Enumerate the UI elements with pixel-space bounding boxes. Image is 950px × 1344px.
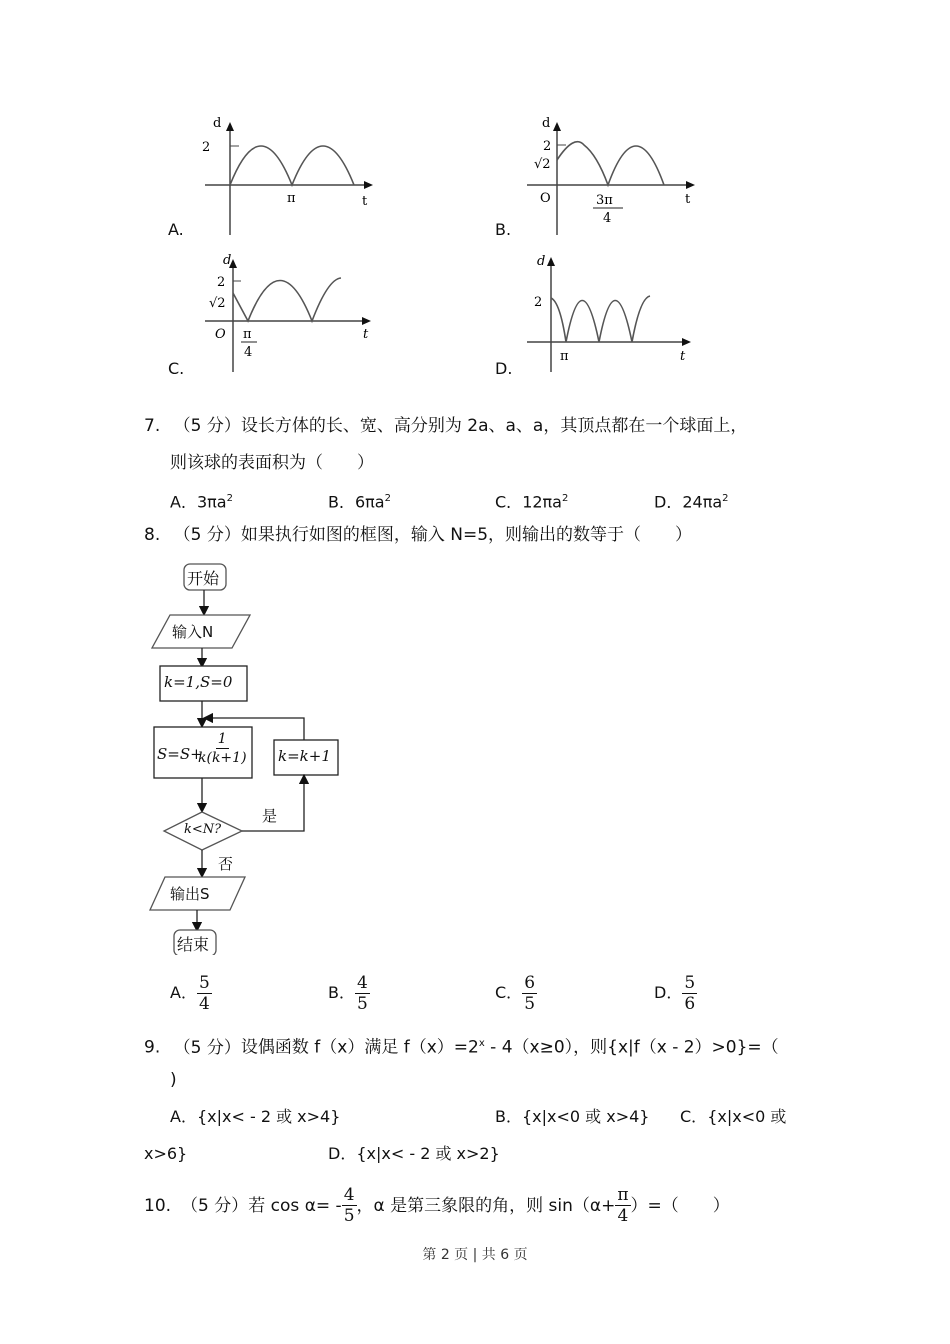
svg-text:t: t (685, 192, 691, 207)
question-number: 8. (144, 525, 161, 545)
q8-option-a[interactable]: A． $\frac{5}{4}$ (170, 973, 210, 1014)
graph-d-label: D. (495, 359, 513, 378)
svg-text:2: 2 (217, 275, 226, 290)
svg-text:2: 2 (534, 295, 543, 310)
flowchart-output: 输出S (170, 885, 210, 903)
question-7-line2: 则该球的表面积为（ ） (170, 453, 374, 473)
flowchart-update-fraction: $\frac{1}{k(k+1)}$ (198, 731, 247, 766)
page-footer: 第 2 页 | 共 6 页 (422, 1247, 528, 1263)
svg-text:√2: √2 (209, 296, 226, 311)
question-score: （5 分） (173, 416, 241, 436)
flowchart-start: 开始 (187, 569, 220, 588)
question-8 (144, 523, 692, 547)
svg-text:O: O (540, 191, 551, 206)
question-text: 设长方体的长、宽、高分别为 2a、a、a，其顶点都在一个球面上， (240, 416, 748, 436)
svg-text:O: O (215, 327, 226, 342)
question-10: 10. （5 分） 若 cos α= - $\frac{4}{5}$ ，α 是第三象限的角，则 sin（α+ $\frac{\pi}{4}$ ）=（ ） (144, 1185, 730, 1226)
svg-text:d: d (213, 116, 222, 131)
fraction-pi-4: $\frac{\pi}{4}$ (617, 1185, 629, 1226)
flowchart-yes-label: 是 (262, 807, 278, 825)
flowchart-end: 结束 (177, 935, 210, 954)
graph-option-a (165, 110, 385, 240)
flowchart-input: 输入N (172, 623, 214, 641)
svg-text:π: π (287, 191, 296, 206)
question-score: （5 分） (173, 1037, 241, 1058)
q9-option-d[interactable]: D．{x|x< - 2 或 x>2} (328, 1144, 500, 1163)
flowchart-no-label: 否 (218, 855, 234, 873)
q8-option-c[interactable]: C． $\frac{6}{5}$ (495, 973, 536, 1014)
q9-option-b[interactable]: B．{x|x<0 或 x>4} (495, 1107, 650, 1126)
svg-text:√2: √2 (534, 157, 551, 172)
question-text: 如果执行如图的框图，输入 N=5，则输出的数等于（ ） (240, 525, 693, 545)
question-number: 9. (144, 1037, 161, 1058)
svg-text:4: 4 (244, 345, 253, 360)
svg-text:d: d (223, 253, 232, 268)
question-score: （5 分） (173, 525, 241, 545)
flowchart (140, 555, 360, 955)
svg-text:2: 2 (543, 139, 552, 154)
q9-option-c[interactable]: C．{x|x<0 或 (680, 1107, 787, 1126)
q9-option-a[interactable]: A．{x|x< - 2 或 x>4} (170, 1107, 341, 1126)
graph-option-d (492, 250, 712, 380)
question-score: （5 分） (181, 1195, 249, 1216)
svg-text:d: d (537, 254, 546, 269)
svg-text:π: π (243, 327, 252, 342)
question-number: 7. (144, 416, 161, 436)
q8-option-d[interactable]: D． $\frac{5}{6}$ (654, 973, 696, 1014)
q7-option-c[interactable]: C．$12\pi a^2$ (495, 492, 569, 512)
fraction-4-5: $\frac{4}{5}$ (343, 1185, 355, 1226)
graph-b-label: B. (495, 220, 512, 239)
sine-graph-a (165, 110, 385, 240)
svg-text:2: 2 (202, 140, 211, 155)
flowchart-condition: k<N? (184, 822, 222, 837)
graph-option-b (492, 110, 712, 240)
q7-option-b[interactable]: B．$6\pi a^2$ (328, 492, 391, 512)
svg-text:t: t (680, 349, 686, 364)
question-7 (144, 414, 747, 438)
svg-text:t: t (363, 327, 369, 342)
question-number: 10. (144, 1195, 172, 1216)
sine-graph-d (492, 250, 712, 380)
graph-a-label: A. (168, 220, 184, 239)
sine-graph-b (492, 110, 712, 240)
q8-option-b[interactable]: B． $\frac{4}{5}$ (328, 973, 368, 1014)
graph-c-label: C. (168, 359, 185, 378)
svg-text:t: t (362, 194, 368, 209)
svg-text:π: π (560, 349, 569, 364)
svg-text:4: 4 (603, 211, 612, 226)
q7-option-a[interactable]: A．$3\pi a^2$ (170, 492, 233, 512)
flowchart-increment: k=k+1 (278, 747, 331, 765)
svg-text:3π: 3π (596, 193, 613, 208)
svg-text:d: d (542, 116, 551, 131)
sine-graph-c (165, 250, 385, 380)
flowchart-init: k=1,S=0 (164, 673, 233, 691)
q9-option-c-continued: x>6} (144, 1144, 188, 1163)
question-9: 9. （5 分）设偶函数 f（x）满足 $f(x)=2^x - 4(x\ge 0)$，则{x|f（x - 2）>0}=（ (144, 1037, 779, 1058)
graph-option-c (165, 250, 385, 380)
flowchart-update-prefix: S=S+ (157, 745, 203, 763)
q7-option-d[interactable]: D．$24\pi a^2$ (654, 492, 729, 512)
question-9-line2: ) (170, 1070, 177, 1090)
